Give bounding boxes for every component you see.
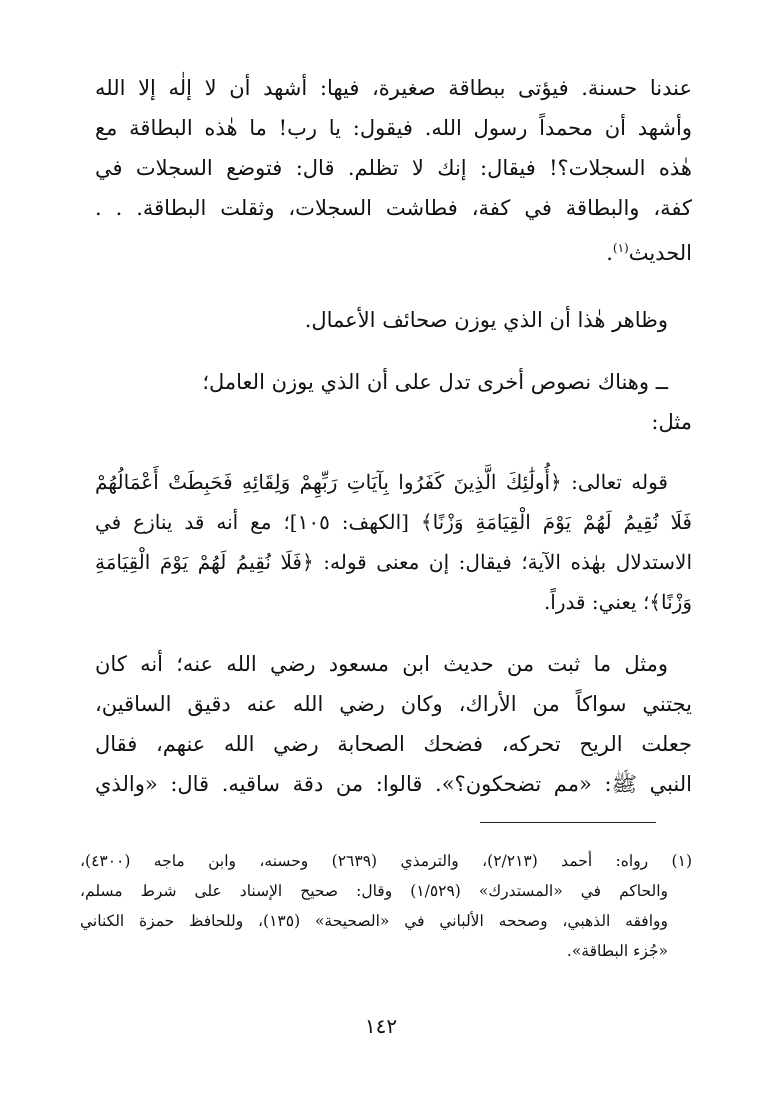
text-line: ــ وهناك نصوص أخرى تدل على أن الذي يوزن العامل؛ (202, 370, 668, 394)
text-line: وظاهر هٰذا أن الذي يوزن صحائف الأعمال. (304, 308, 668, 332)
text-line: الاستدلال بهٰذه الآية؛ فيقال: إن معنى قوله: ﴿فَلَا نُقِيمُ لَهُمْ يَوْمَ الْقِيَامَةِ (95, 550, 692, 574)
text-line: ومثل ما ثبت من حديث ابن مسعود رضي الله عنه؛ أنه كان (95, 652, 668, 676)
footnote-line: (١) رواه: أحمد (٢/٢١٣)، والترمذي (٢٦٣٩) وحسنه، وابن ماجه (٤٣٠٠)، (80, 852, 692, 870)
text-line: وَزْنًا﴾؛ يعني: قدراً. (543, 590, 692, 614)
text-line: النبي ﷺ: «مم تضحكون؟». قالوا: من دقة ساقيه. قال: «والذي (95, 772, 692, 796)
footnote-line: «جُزء البطاقة». (566, 942, 668, 960)
page-number: ١٤٢ (364, 1014, 398, 1038)
footnote-line: ووافقه الذهبي، وصححه الألباني في «الصحيحة» (١٣٥)، وللحافظ حمزة الكناني (80, 912, 668, 930)
text-line (95, 228, 692, 268)
footnote-line: والحاكم في «المستدرك» (١/٥٢٩) وقال: صحيح الإسناد على شرط مسلم، (80, 882, 669, 900)
footnote-separator (480, 822, 656, 823)
text-line: هٰذه السجلات؟! فيقال: إنك لا تظلم. قال: فتوضع السجلات في (95, 156, 692, 180)
footnote-marker[interactable]: (١) (612, 241, 629, 255)
text-line: مثل: (651, 410, 692, 434)
text-line: فَلَا نُقِيمُ لَهُمْ يَوْمَ الْقِيَامَةِ وَزْنًا﴾ [الكهف: ١٠٥]؛ مع أنه قد ينازع في (95, 510, 692, 534)
text-line: عندنا حسنة. فيؤتى ببطاقة صغيرة، فيها: أشهد أن لا إلٰه إلا الله (95, 76, 692, 100)
text-line: يجتني سواكاً من الأراك، وكان رضي الله عنه دقيق الساقين، (95, 692, 692, 716)
text-line: جعلت الريح تحركه، فضحك الصحابة رضي الله عنهم، فقال (95, 732, 692, 756)
text-line-end: الحديث (628, 241, 692, 265)
text-line: وأشهد أن محمداً رسول الله. فيقول: يا رب! ما هٰذه البطاقة مع (95, 116, 692, 140)
text-line: كفة، والبطاقة في كفة، فطاشت السجلات، وثقلت البطاقة. . . (95, 196, 692, 220)
line-end-punctuation: . (606, 241, 613, 265)
text-line: قوله تعالى: ﴿أُولَٰئِكَ الَّذِينَ كَفَرُوا بِآيَاتِ رَبِّهِمْ وَلِقَائِهِ فَحَبِطَتْ أَعْمَالُهُمْ (95, 470, 668, 494)
